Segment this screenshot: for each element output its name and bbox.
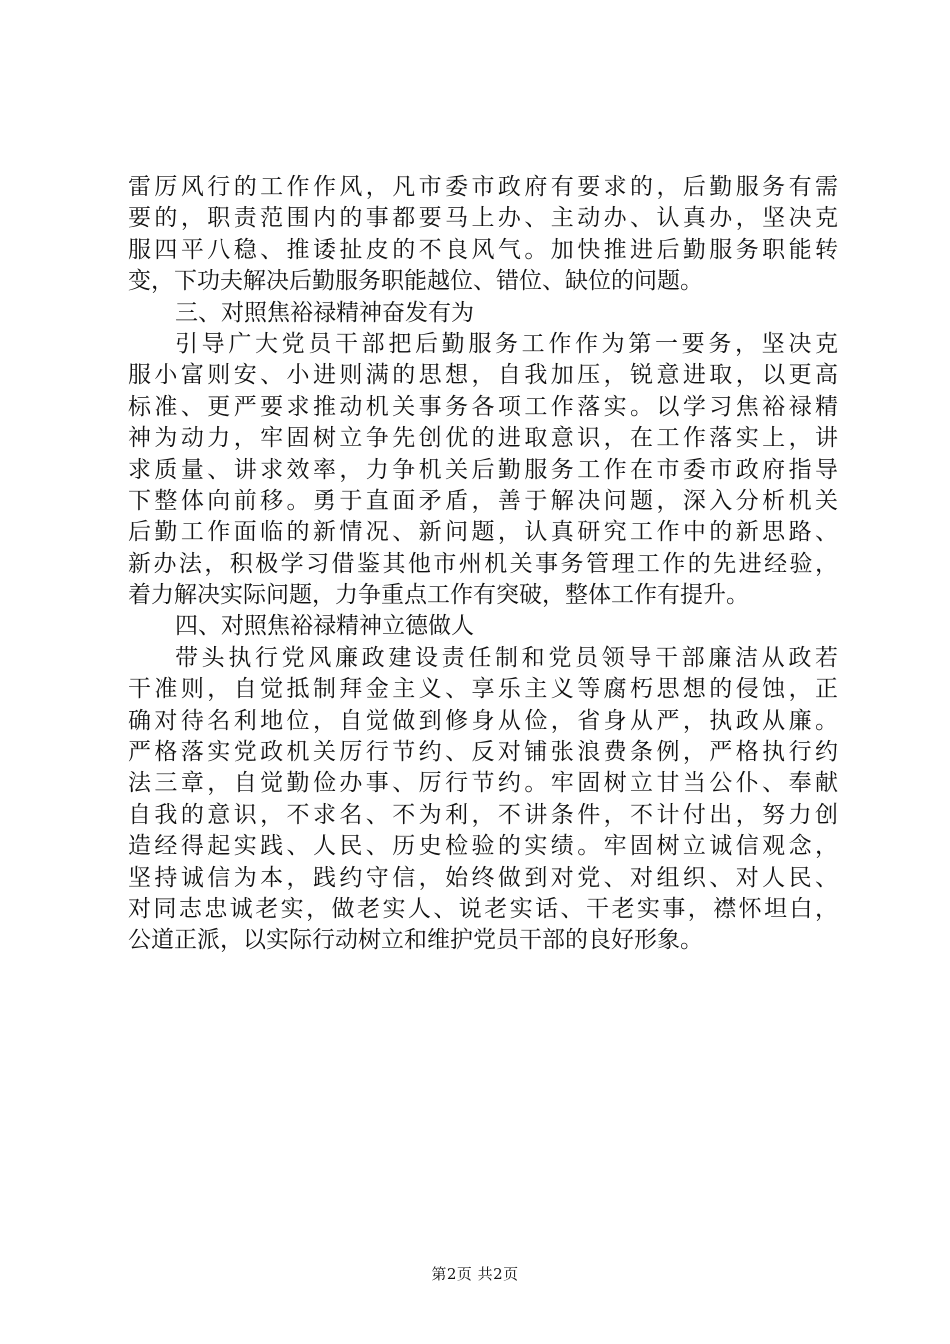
text-line: 造经得起实践、人民、历史检验的实绩。牢固树立诚信观念， (128, 833, 838, 860)
text-line: 标准、更严要求推动机关事务各项工作落实。以学习焦裕禄精 (128, 393, 838, 420)
page-number-footer: 第2页 共2页 (431, 1265, 519, 1283)
text-line: 法三章，自觉勤俭办事、厉行节约。牢固树立甘当公仆、奉献 (128, 770, 838, 797)
section-heading: 三、对照焦裕禄精神奋发有为 (175, 299, 474, 326)
section-heading: 四、对照焦裕禄精神立德做人 (175, 613, 474, 640)
text-line: 自我的意识，不求名、不为利，不讲条件，不计付出，努力创 (128, 801, 838, 828)
text-line: 引导广大党员干部把后勤服务工作作为第一要务，坚决克 (175, 330, 838, 357)
text-line: 新办法，积极学习借鉴其他市州机关事务管理工作的先进经验， (128, 550, 838, 577)
text-line: 下整体向前移。勇于直面矛盾，善于解决问题，深入分析机关 (128, 487, 838, 514)
text-line: 雷厉风行的工作作风，凡市委市政府有要求的，后勤服务有需 (128, 174, 838, 200)
text-line: 对同志忠诚老实，做老实人、说老实话、干老实事，襟怀坦白， (128, 895, 838, 922)
text-line: 求质量、讲求效率，力争机关后勤服务工作在市委市政府指导 (128, 456, 838, 483)
document-body (128, 172, 838, 957)
text-line: 后勤工作面临的新情况、新问题，认真研究工作中的新思路、 (128, 519, 838, 546)
text-line: 服小富则安、小进则满的思想，自我加压，锐意进取，以更高 (128, 362, 838, 389)
text-line: 服四平八稳、推诿扯皮的不良风气。加快推进后勤服务职能转 (128, 236, 838, 263)
text-line: 变，下功夫解决后勤服务职能越位、错位、缺位的问题。 (128, 268, 703, 295)
text-line: 要的，职责范围内的事都要马上办、主动办、认真办，坚决克 (128, 205, 838, 232)
text-line: 着力解决实际问题，力争重点工作有突破，整体工作有提升。 (128, 582, 749, 609)
text-line: 严格落实党政机关厉行节约、反对铺张浪费条例，严格执行约 (128, 739, 838, 766)
text-line: 坚持诚信为本，践约守信，始终做到对党、对组织、对人民、 (128, 864, 838, 891)
text-line: 神为动力，牢固树立争先创优的进取意识，在工作落实上，讲 (128, 425, 838, 452)
text-line: 干准则，自觉抵制拜金主义、享乐主义等腐朽思想的侵蚀，正 (128, 676, 838, 703)
text-line: 公道正派，以实际行动树立和维护党员干部的良好形象。 (128, 927, 703, 954)
text-line: 带头执行党风廉政建设责任制和党员领导干部廉洁从政若 (175, 644, 838, 671)
text-line: 确对待名利地位，自觉做到修身从俭，省身从严，执政从廉。 (128, 707, 838, 734)
